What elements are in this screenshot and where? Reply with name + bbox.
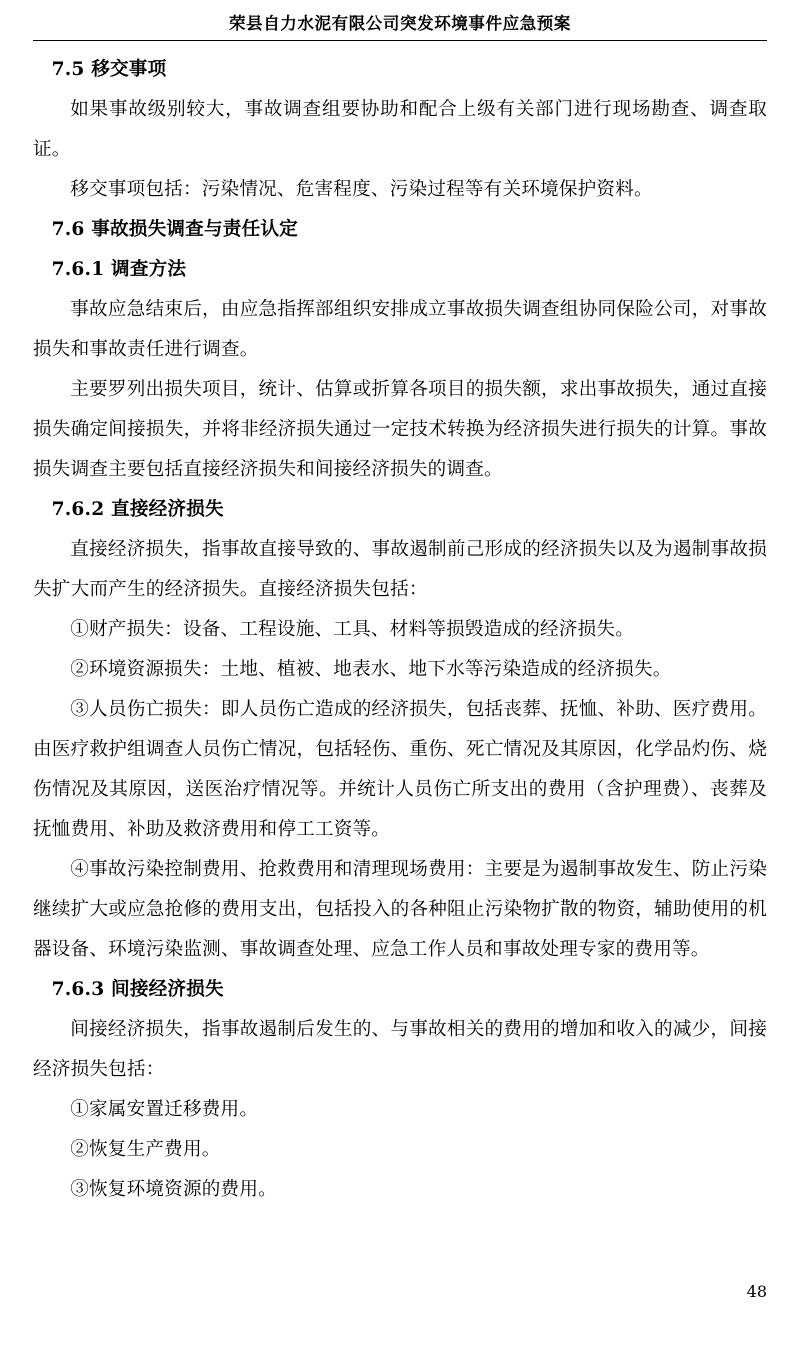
body-paragraph: 间接经济损失，指事故遏制后发生的、与事故相关的费用的增加和收入的减少，间接经济损失包括： [33, 1019, 767, 1080]
page-number: 48 [746, 1282, 767, 1301]
section-heading: 7.5 移交事项 [51, 59, 167, 80]
body-paragraph: 事故应急结束后，由应急指挥部组织安排成立事故损失调查组协同保险公司，对事故损失和事故责任进行调查。 [33, 299, 767, 360]
section-heading: 7.6.2 直接经济损失 [51, 499, 224, 520]
body-paragraph: 移交事项包括：污染情况、危害程度、污染过程等有关环境保护资料。 [70, 179, 653, 200]
body-paragraph: 主要罗列出损失项目，统计、估算或折算各项目的损失额，求出事故损失，通过直接损失确定间接损失，并将非经济损失通过一定技术转换为经济损失进行损失的计算。事故损失调查主要包括直接经济损失和间接经济损失的调查。 [33, 379, 767, 480]
section-heading: 7.6.3 间接经济损失 [51, 979, 224, 1000]
body-paragraph: ③人员伤亡损失：即人员伤亡造成的经济损失，包括丧葬、抚恤、补助、医疗费用。由医疗救护组调查人员伤亡情况，包括轻伤、重伤、死亡情况及其原因，化学品灼伤、烧伤情况及其原因，送医治疗情况等。并统计人员伤亡所支出的费用（含护理费）、丧葬及抚恤费用、补助及救济费用和停工工资等。 [33, 699, 767, 840]
body-paragraph: ④事故污染控制费用、抢救费用和清理现场费用：主要是为遏制事故发生、防止污染继续扩大或应急抢修的费用支出，包括投入的各种阻止污染物扩散的物资，辅助使用的机器设备、环境污染监测、事故调查处理、应急工作人员和事故处理专家的费用等。 [33, 859, 767, 960]
body-paragraph: ②环境资源损失：土地、植被、地表水、地下水等污染造成的经济损失。 [70, 659, 672, 680]
body-paragraph: 如果事故级别较大，事故调查组要协助和配合上级有关部门进行现场勘查、调查取证。 [33, 99, 767, 160]
section-heading: 7.6.1 调查方法 [51, 259, 187, 280]
page-header: 荣县自力水泥有限公司突发环境事件应急预案 [229, 14, 571, 33]
document-body [33, 50, 767, 1210]
body-paragraph: ①财产损失：设备、工程设施、工具、材料等损毁造成的经济损失。 [70, 619, 635, 640]
body-paragraph: ③恢复环境资源的费用。 [70, 1179, 277, 1200]
body-paragraph: ①家属安置迁移费用。 [70, 1099, 259, 1120]
body-paragraph: ②恢复生产费用。 [70, 1139, 221, 1160]
header-divider [33, 40, 767, 41]
body-paragraph: 直接经济损失，指事故直接导致的、事故遏制前己形成的经济损失以及为遏制事故损失扩大而产生的经济损失。直接经济损失包括： [33, 539, 767, 600]
section-heading: 7.6 事故损失调查与责任认定 [51, 219, 298, 240]
